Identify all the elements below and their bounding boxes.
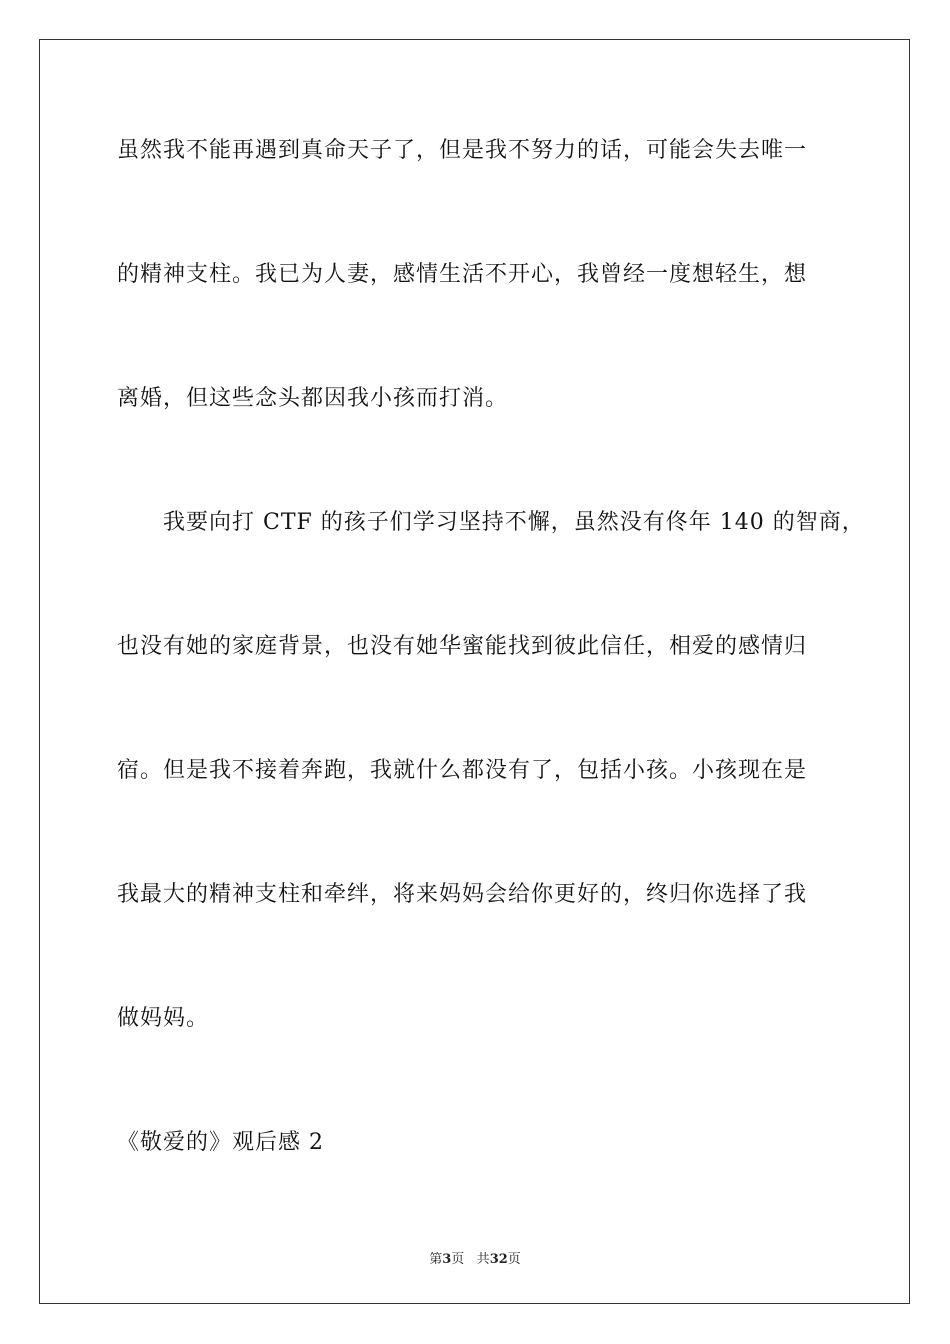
footer-page-suffix: 页 [451, 1252, 465, 1267]
page-footer [0, 1248, 950, 1267]
body-text-line: 离婚，但这些念头都因我小孩而打消。 [117, 386, 509, 411]
page-border [39, 39, 910, 1304]
body-text-line: 虽然我不能再遇到真命天子了，但是我不努力的话，可能会失去唯一 [117, 138, 808, 163]
footer-page-number: 3 [442, 1252, 452, 1267]
body-text-line: 做妈妈。 [117, 1006, 210, 1031]
body-text-line: 的精神支柱。我已为人妻，感情生活不开心，我曾经一度想轻生，想 [117, 262, 808, 287]
paragraph-first-line: 我要向打 CTF 的孩子们学习坚持不懈，虽然没有佟年 140 的智商， [163, 510, 865, 535]
footer-page-prefix: 第 [429, 1252, 443, 1267]
section-title: 《敬爱的》观后感 2 [117, 1130, 324, 1155]
body-text-line: 我最大的精神支柱和牵绊，将来妈妈会给你更好的，终归你选择了我 [117, 882, 808, 907]
footer-total-suffix: 页 [507, 1252, 521, 1267]
body-text-line: 宿。但是我不接着奔跑，我就什么都没有了，包括小孩。小孩现在是 [117, 758, 808, 783]
footer-total-prefix: 共 [476, 1252, 490, 1267]
footer-page-total: 32 [489, 1252, 508, 1267]
body-text-line: 也没有她的家庭背景，也没有她华蜜能找到彼此信任，相爱的感情归 [117, 634, 808, 659]
